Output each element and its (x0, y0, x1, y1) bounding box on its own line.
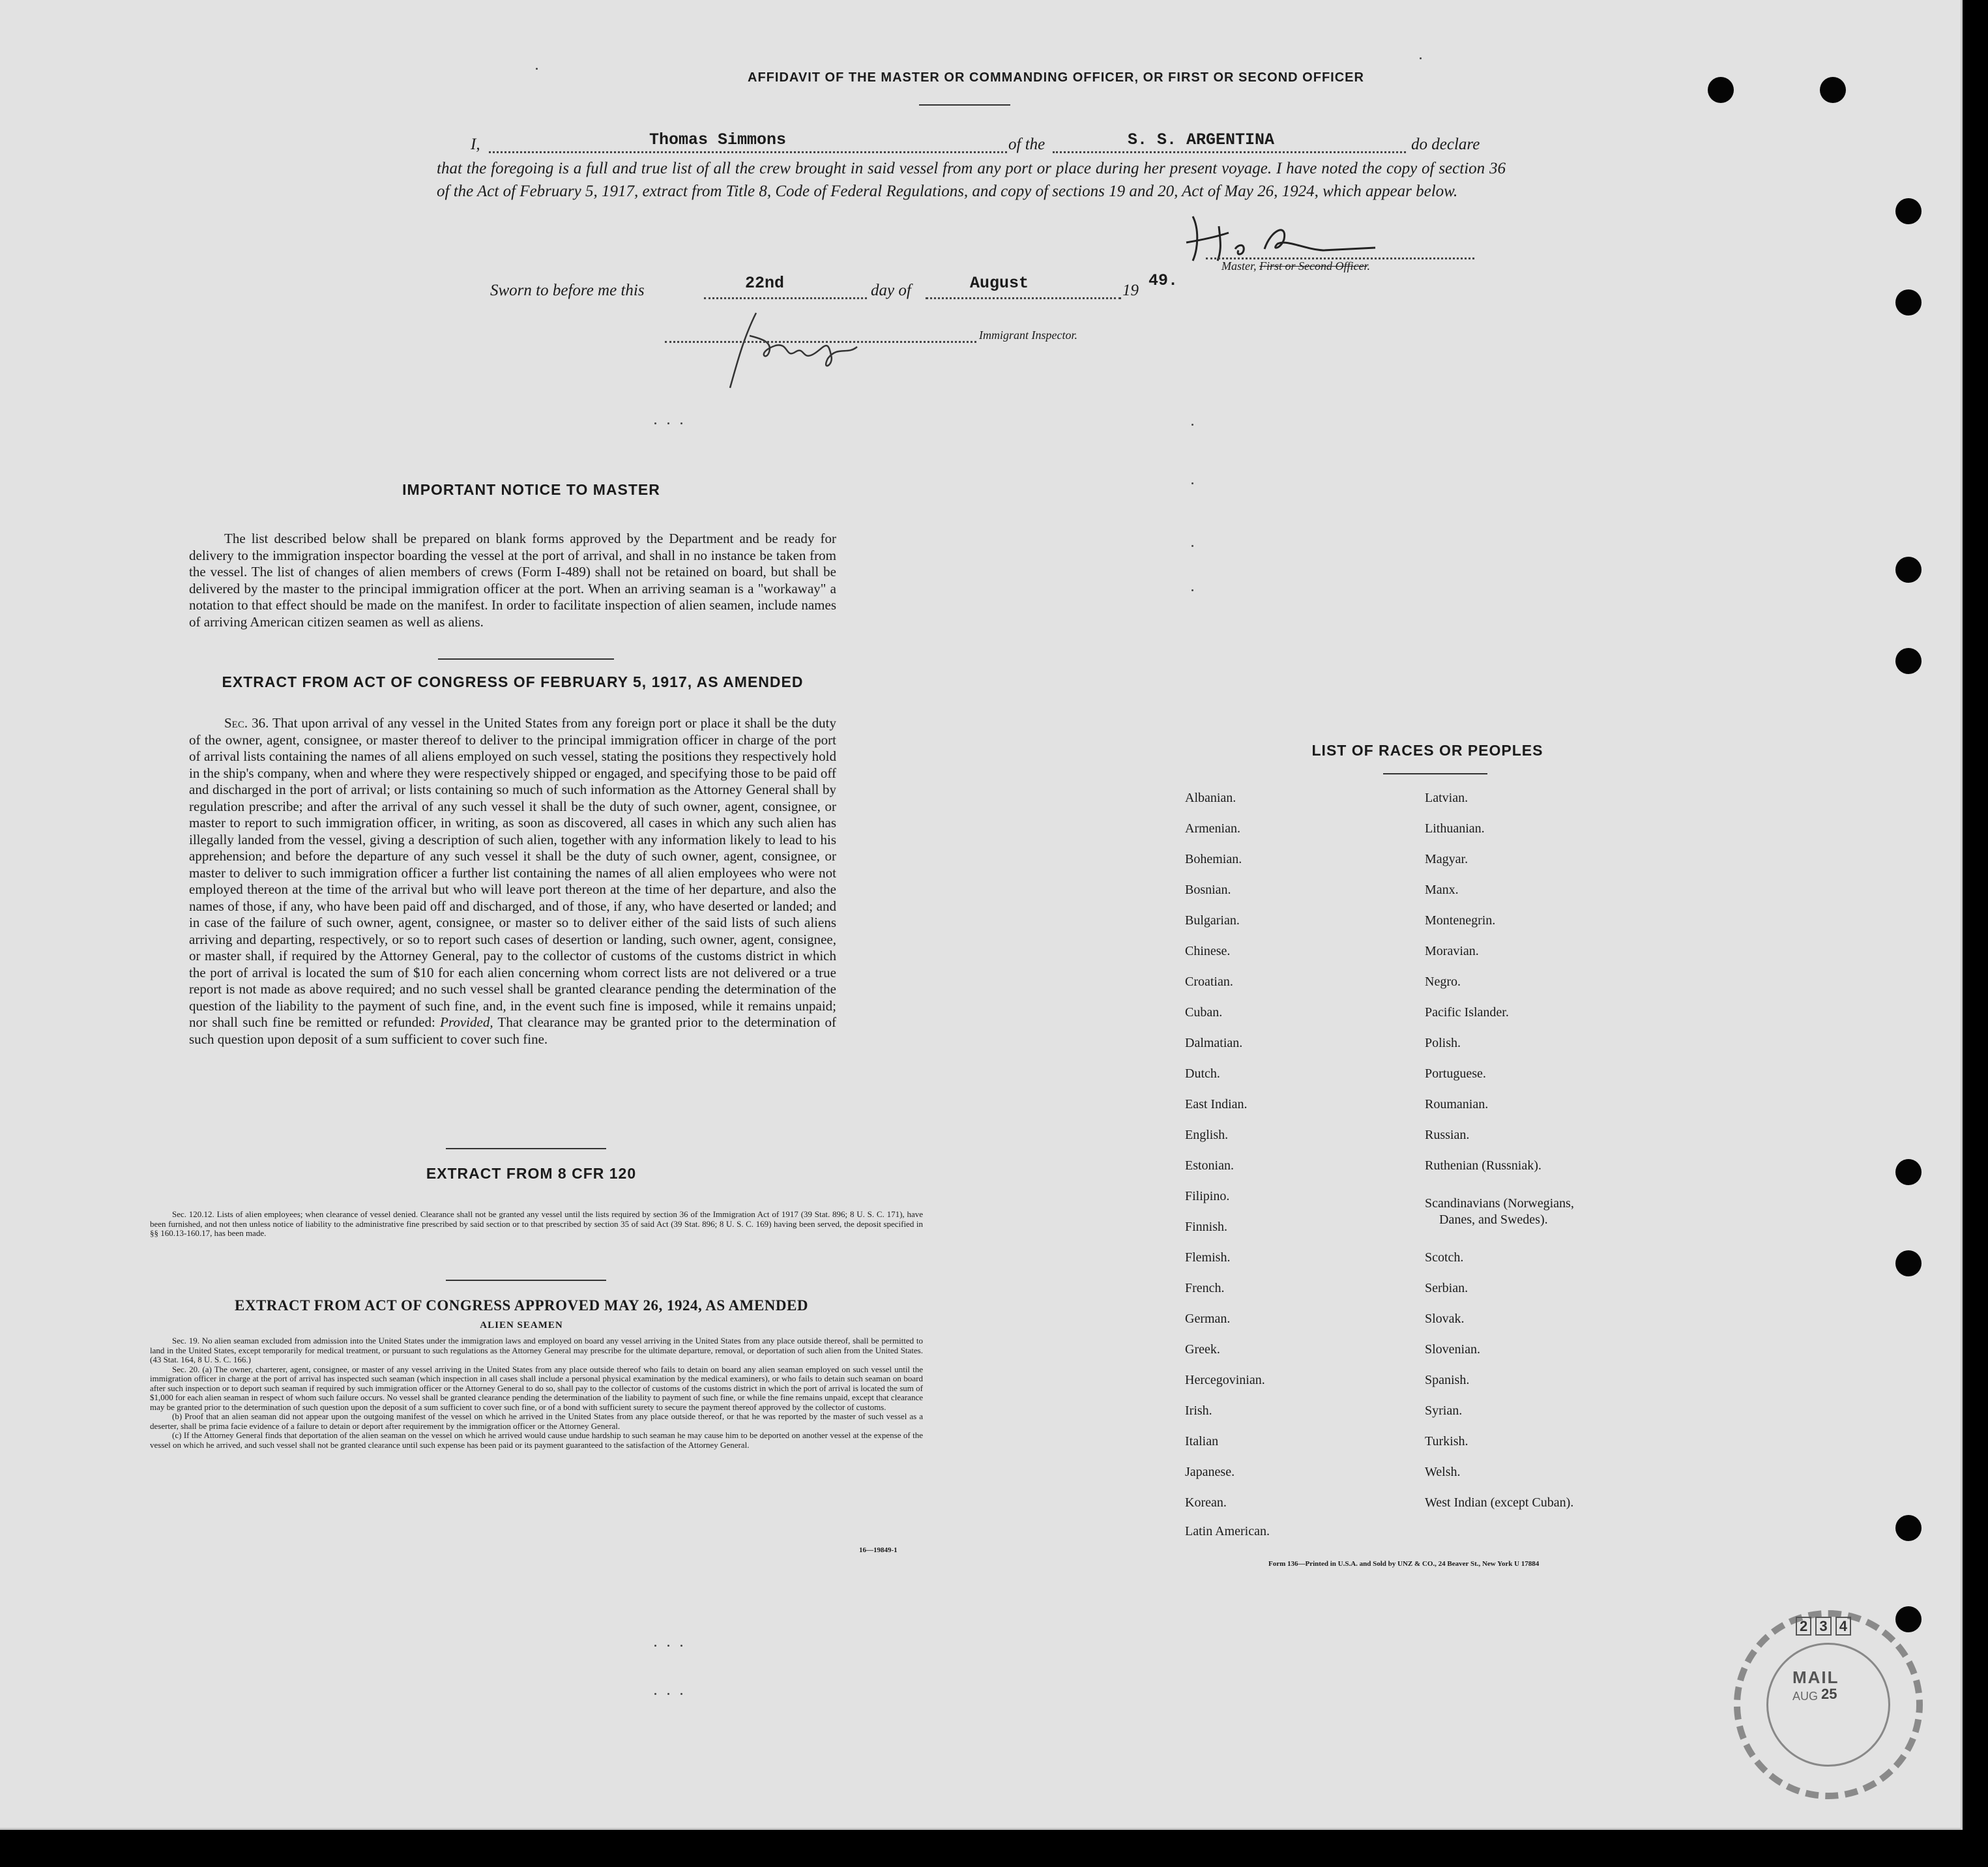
section-36-label: Sec. 36. (224, 715, 269, 731)
race-left: Dalmatian. (1185, 1036, 1243, 1050)
speck (1191, 545, 1193, 547)
race-left: Japanese. (1185, 1465, 1235, 1479)
sec-20b-paragraph: (b) Proof that an alien seaman did not appear upon the outgoing manifest of the vessel on which he arrived in the United States from any place outside thereof, or that he was reported by the master of such vessel as a deserter, shall be prima facie evidence of a failure to detain or deport after requirement by the immigration officer or the Attorney General. (150, 1411, 923, 1431)
race-left: Hercegovinian. (1185, 1373, 1265, 1387)
race-left: Estonian. (1185, 1158, 1234, 1173)
race-left: East Indian. (1185, 1097, 1248, 1111)
binder-hole (1895, 648, 1922, 674)
stamp-number: 25 (1821, 1686, 1837, 1702)
master-title-struck: First or Second Officer (1259, 259, 1367, 272)
race-left: Greek. (1185, 1342, 1220, 1357)
race-right: Spanish. (1425, 1373, 1470, 1387)
stamp-tab: 3 (1815, 1617, 1831, 1636)
race-right: Lithuanian. (1425, 821, 1485, 836)
stamp-tab: 4 (1835, 1617, 1851, 1636)
print-code: 16—19849-1 (859, 1546, 898, 1554)
postmark-stamp (1734, 1610, 1923, 1799)
master-title-plain: Master, (1221, 259, 1257, 272)
race-right: Magyar. (1425, 852, 1469, 866)
race-right: Scotch. (1425, 1250, 1464, 1265)
race-right: Syrian. (1425, 1404, 1463, 1418)
proviso-text: That clearance may be granted prior to the determination of such question upon deposit of a sum sufficient to cover such fine. (189, 1014, 837, 1047)
year-suffix: 49. (1148, 271, 1178, 290)
speck (667, 422, 669, 424)
race-left: Flemish. (1185, 1250, 1231, 1265)
speck (1191, 589, 1193, 591)
do-declare-label: do declare (1411, 136, 1480, 153)
race-right: Polish. (1425, 1036, 1461, 1050)
race-right: Manx. (1425, 883, 1459, 897)
race-left: Albanian. (1185, 791, 1236, 805)
race-right: Moravian. (1425, 944, 1479, 958)
race-right: Pacific Islander. (1425, 1005, 1509, 1020)
extract-1924-title: EXTRACT FROM ACT OF CONGRESS APPROVED MAY 26, 1924, AS AMENDED (235, 1297, 808, 1314)
race-left: Chinese. (1185, 944, 1231, 958)
race-right: West Indian (except Cuban). (1425, 1495, 1574, 1510)
stamp-word: MAIL (1792, 1668, 1839, 1687)
day-line (704, 297, 867, 299)
affidavit-title: AFFIDAVIT OF THE MASTER OR COMMANDING OFFICER, OR FIRST OR SECOND OFFICER (748, 70, 1364, 85)
notice-rule (438, 658, 614, 660)
stamp-tab: 2 (1796, 1617, 1811, 1636)
speck (654, 1693, 656, 1695)
race-right: Ruthenian (Russniak). (1425, 1158, 1542, 1173)
races-rule (1383, 773, 1487, 774)
extract-cfr-text: Sec. 120.12. Lists of alien employees; when clearance of vessel denied. Clearance shall not be granted any vessel until the lists required by section 36 of the Immigration Act of 1917 (39 Stat. 896; 8 U. S. C. 171), have been furnished, and not then unless notice of liability to the administrative fine prescribed by said section or to that prescribed by section 35 of said Act (39 Stat. 896; 8 U. S. C. 169) having been served, the deposit specified in §§ 160.13-160.17, has been made. (150, 1209, 923, 1238)
speck (680, 1693, 682, 1695)
year-prefix: 19 (1122, 282, 1139, 299)
extract-1917-text (189, 715, 836, 1048)
proviso-label: Provided, (440, 1014, 493, 1030)
extract-1917-title: EXTRACT FROM ACT OF CONGRESS OF FEBRUARY 5, 1917, AS AMENDED (222, 673, 804, 690)
speck (1420, 57, 1422, 59)
sec-20c-paragraph: (c) If the Attorney General finds that deportation of the alien seaman on the vessel on which he arrived would cause undue hardship to such seaman he may cause him to be deported on another vessel at the expense of the vessel on which he arrived, and such vessel shall not be granted clearance until such expense has been paid or its payment guaranteed to the satisfaction of the Attorney General. (150, 1430, 923, 1450)
speck (654, 422, 656, 424)
day-value: 22nd (745, 274, 785, 293)
race-left: Cuban. (1185, 1005, 1223, 1020)
i-label: I, (471, 136, 480, 153)
race-right: Slovak. (1425, 1312, 1465, 1326)
race-left: Irish. (1185, 1404, 1212, 1418)
vessel-value: S. S. ARGENTINA (1128, 130, 1275, 149)
race-right: Danes, and Swedes). (1439, 1213, 1548, 1227)
binder-hole (1708, 77, 1734, 103)
inspector-label: Immigrant Inspector. (979, 329, 1077, 342)
race-right: Negro. (1425, 975, 1461, 989)
binder-hole (1895, 289, 1922, 316)
race-left: Filipino. (1185, 1189, 1230, 1203)
speck (1191, 424, 1193, 426)
declaration-text: that the foregoing is a full and true list of all the crew brought in said vessel from any port or place during her present voyage. I have noted the copy of section 36 of the Act of February 5, 1917, extract from Title 8, Code of Federal Regulations, and copy of sections 19 and 20, Act of May 26, 1924, which appear below. (437, 160, 1506, 200)
race-right: Latvian. (1425, 791, 1469, 805)
sworn-label: Sworn to before me this (490, 282, 645, 299)
extract-1917-rule (446, 1148, 606, 1149)
master-name-value: Thomas Simmons (649, 130, 787, 149)
race-left: Bohemian. (1185, 852, 1242, 866)
inspector-sign-line (665, 341, 976, 343)
extract-cfr-rule (446, 1280, 606, 1281)
binder-hole (1895, 557, 1922, 583)
month-value: August (970, 274, 1029, 293)
race-right: Roumanian. (1425, 1097, 1489, 1111)
binder-hole (1895, 1515, 1922, 1541)
race-right: Scandinavians (Norwegians, (1425, 1196, 1574, 1211)
race-left: French. (1185, 1281, 1225, 1295)
race-left: Bulgarian. (1185, 913, 1240, 928)
race-left: English. (1185, 1128, 1229, 1142)
race-left: German. (1185, 1312, 1231, 1326)
race-left: Armenian. (1185, 821, 1240, 836)
race-left: Croatian. (1185, 975, 1233, 989)
extract-1924-body (150, 1336, 923, 1450)
notice-text: The list described below shall be prepared on blank forms approved by the Department and be ready for delivery to the immigration inspector boarding the vessel at the port of arrival, and shall in no instance be taken from the vessel. The list of changes of alien members of crews (Form I-489) shall not be retained on board, but shall be delivered by the master to the principal immigration officer at the port. When an arriving seaman is a "workaway" a notation to that effect should be made on the manifest. In order to facilitate inspection of alien seamen, include names of arriving American citizen seamen as well as aliens. (189, 531, 836, 630)
speck (1191, 482, 1193, 484)
race-left: Dutch. (1185, 1066, 1220, 1081)
stamp-inner-ring (1766, 1643, 1890, 1767)
title-rule (919, 104, 1010, 106)
inspector-signature (717, 306, 913, 398)
of-the-label: of the (1008, 136, 1045, 153)
name-line (489, 151, 1007, 153)
speck (667, 1693, 669, 1695)
sec-20a-paragraph: Sec. 20. (a) The owner, charterer, agent, consignee, or master of any vessel arriving in the United States from any place outside thereof who fails to detain on board any alien seaman employed on such vessel until the immigration officer in charge at the port of arrival has inspected such seaman (which inspection in all cases shall include a personal physical examination by the medical examiners), or who fails to detain such seaman on board after such inspection or to deport such seaman if required by such immigration officer or the Attorney General to do so, shall pay to the collector of customs of the customs district in which the port of arrival is located the sum of $1,000 for each alien seaman in respect of whom such failure occurs. No vessel shall be granted clearance pending the determination of the liability to payment of such fine, or while the fine remains unpaid, except that clearance may be granted prior to the determination of such question upon the deposit of a sum sufficient to cover such fine, or of a bond with sufficient surety to secure the payment thereof approved by the collector of customs. (150, 1364, 923, 1412)
stamp-tabs (1796, 1618, 1851, 1635)
binder-hole (1895, 198, 1922, 224)
binder-hole (1895, 1250, 1922, 1276)
notice-title: IMPORTANT NOTICE TO MASTER (402, 481, 660, 498)
race-right: Russian. (1425, 1128, 1470, 1142)
race-right: Welsh. (1425, 1465, 1461, 1479)
sec-19-paragraph: Sec. 19. No alien seaman excluded from admission into the United States under the immigration laws and employed on board any vessel arriving in the United States from any place outside thereof, shall be permitted to land in the United States, except temporarily for medical treatment, or pursuant to such regulations as the Attorney General may prescribe for the ultimate departure, removal, or deportation of such alien from the United States. (43 Stat. 164, 8 U. S. C. 166.) (150, 1336, 923, 1364)
form-footer: Form 136—Printed in U.S.A. and Sold by UNZ & CO., 24 Beaver St., New York U 17884 (1268, 1560, 1540, 1568)
race-right: Slovenian. (1425, 1342, 1480, 1357)
race-left: Italian (1185, 1434, 1219, 1448)
day-of-label: day of (871, 282, 911, 299)
extract-cfr-title: EXTRACT FROM 8 CFR 120 (426, 1165, 637, 1182)
speck (667, 1645, 669, 1647)
extract-1924-subtitle: ALIEN SEAMEN (480, 1320, 563, 1330)
binder-hole (1895, 1159, 1922, 1185)
race-right: Portuguese. (1425, 1066, 1486, 1081)
speck (536, 68, 538, 70)
races-title: LIST OF RACES OR PEOPLES (1311, 742, 1543, 759)
binder-hole (1895, 1606, 1922, 1632)
race-left: Latin American. (1185, 1524, 1270, 1538)
master-title: Master, First or Second Officer. (1221, 259, 1370, 272)
speck (680, 1645, 682, 1647)
race-left: Bosnian. (1185, 883, 1231, 897)
race-left: Finnish. (1185, 1220, 1228, 1234)
month-line (926, 297, 1121, 299)
race-left: Korean. (1185, 1495, 1227, 1510)
binder-hole (1820, 77, 1846, 103)
vessel-line (1053, 151, 1406, 153)
speck (680, 422, 682, 424)
speck (654, 1645, 656, 1647)
race-right: Turkish. (1425, 1434, 1469, 1448)
section-36-text: That upon arrival of any vessel in the United States from any foreign port or place it shall be the duty of the owner, agent, consignee, or master thereof to deliver to the principal immigration officer in charge of the port of arrival lists containing the names of all aliens employed on such vessel, stating the positions they respectively hold in the ship's company, when and where they were respectively shipped or engaged, and specifying those to be paid off and discharged in the port of arrival; or lists containing so much of such information as the Attorney General shall by regulation prescribe; and after the arrival of any such vessel it shall be the duty of such owner, agent, consignee, or master to report to such immigration officer, in writing, as soon as discovered, all cases in which any such alien has illegally landed from the vessel, giving a description of such alien, together with any information likely to lead to his apprehension; and before the departure of any such vessel it shall be the duty of such owner, agent, consignee, or master to deliver to such immigration officer a further list containing the names of all alien employees who were not employed thereon at the time of the arrival but who will leave port thereon at the time of her departure, and also the names of those, if any, who have been paid off and discharged, and of those, if any, who have deserted or landed; and in case of the failure of such owner, agent, consignee, or master so to deliver either of the said lists of such aliens arriving and departing, respectively, or so to report such cases of desertion or landing, such owner, agent, consignee, or master shall, if required by the Attorney General, pay to the collector of customs of the customs district in which the port of arrival is located the sum of $10 for each alien concerning whom correct lists are not delivered or a true report is not made as above required; and no such vessel shall be granted clearance pending the determination of the question of the liability to the payment of such fine, and, in the event such fine is imposed, while it remains unpaid; nor shall such fine be remitted or refunded: (189, 715, 836, 1030)
race-right: Serbian. (1425, 1281, 1469, 1295)
race-right: Montenegrin. (1425, 913, 1496, 928)
stamp-date: AUG (1792, 1690, 1819, 1703)
